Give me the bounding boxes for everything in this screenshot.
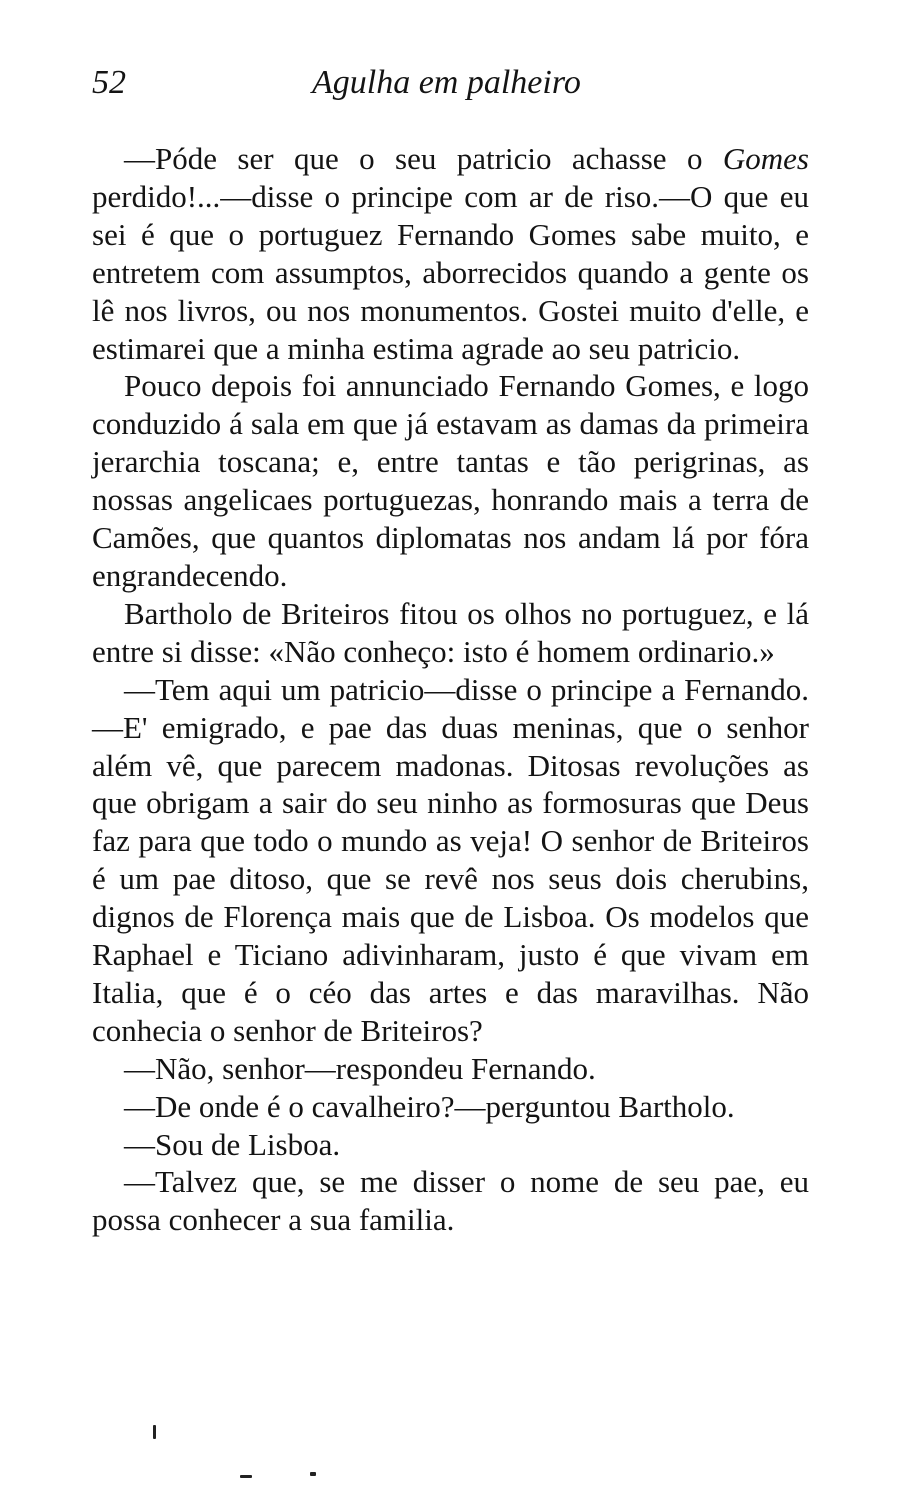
ink-speck <box>240 1475 252 1478</box>
page-header <box>92 64 812 114</box>
paragraph-1-start: —Póde ser que o seu patricio achasse o <box>124 141 723 176</box>
ink-speck <box>310 1472 316 1476</box>
paragraph-2: Pouco depois foi annunciado Fernando Gomes, e logo conduzido á sala em que já estavam as damas da primeira jerarchia toscana; e, entre tantas e tão perigrinas, as nossas angelicaes portuguezas, honrando mais a terra de Camões, que quantos diplomatas nos andam lá por fóra engrandecendo. <box>92 368 809 593</box>
paragraph-3: Bartholo de Briteiros fitou os olhos no portuguez, e lá entre si disse: «Não conheço: isto é homem ordinario.» <box>92 595 809 669</box>
paragraph-7: —Sou de Lisboa. <box>124 1126 341 1162</box>
paragraph-6: —De onde é o cavalheiro?—perguntou Bartholo. <box>124 1088 735 1124</box>
paragraph-1 <box>92 140 809 367</box>
paragraph-1-end: perdido!...—disse o principe com ar de riso.—O que eu sei é que o portuguez Fernando Gomes sabe muito, e entretem com assumptos, aborrecidos quando a gente os lê nos livros, ou nos monumentos. Gostei muito d'elle, e estimarei que a minha estima agrade ao seu patricio. <box>92 178 809 366</box>
paragraph-1-italic: Gomes <box>722 141 809 176</box>
body-text <box>92 140 809 1239</box>
paragraph-4: —Tem aqui um patricio—disse o principe a Fernando.—E' emigrado, e pae das duas meninas, que o senhor além vê, que parecem madonas. Ditosas revoluções as que obrigam a sair do seu ninho as formosuras que Deus faz para que todo o mundo as veja! O senhor de Briteiros é um pae ditoso, que se revê nos seus dois cherubins, dignos de Florença mais que de Lisboa. Os modelos que Raphael e Ticiano adivinharam, justo é que vivam em Italia, que é o céo das artes e das maravilhas. Não conhecia o senhor de Briteiros? <box>92 671 809 1048</box>
ink-speck <box>153 1425 156 1439</box>
paragraph-5: —Não, senhor—respondeu Fernando. <box>124 1050 596 1086</box>
paragraph-8: —Talvez que, se me disser o nome de seu pae, eu possa conhecer a sua familia. <box>92 1164 809 1238</box>
running-title: Agulha em palheiro <box>312 64 581 101</box>
page-number: 52 <box>92 64 126 101</box>
